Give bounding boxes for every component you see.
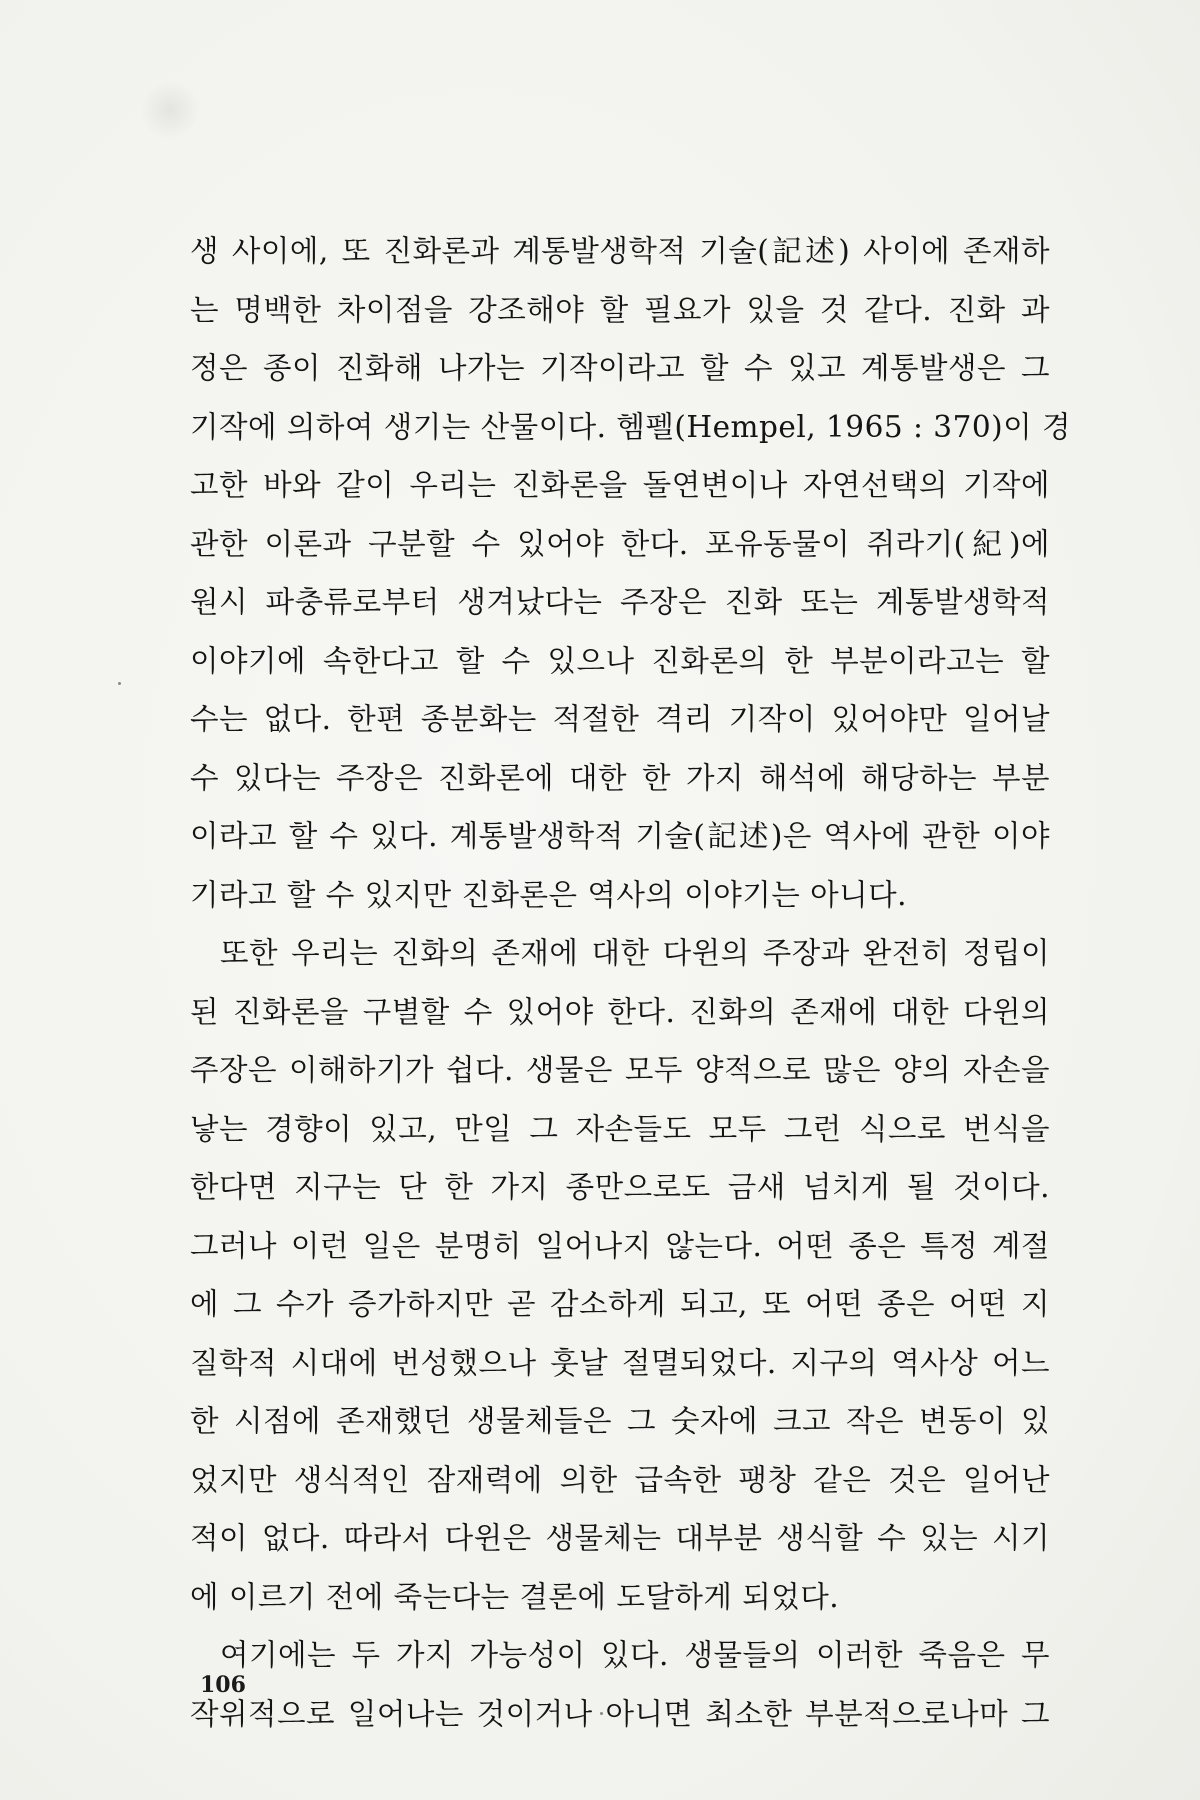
text-line: 기라고 할 수 있지만 진화론은 역사의 이야기는 아니다. xyxy=(190,877,907,912)
text-line: 수는 없다. 한편 종분화는 적절한 격리 기작이 있어야만 일어날 xyxy=(190,702,1050,736)
text-line: 생 사이에, 또 진화론과 계통발생학적 기술(記述) 사이에 존재하 xyxy=(190,234,1050,268)
text-line: 주장은 이해하기가 쉽다. 생물은 모두 양적으로 많은 양의 자손을 xyxy=(190,1053,1050,1087)
paragraph xyxy=(190,924,1050,1626)
page-number: 106 xyxy=(200,1672,246,1698)
text-line: 에 이르기 전에 죽는다는 결론에 도달하게 되었다. xyxy=(190,1579,840,1614)
page-speck xyxy=(118,682,121,685)
text-line: 작위적으로 일어나는 것이거나 아니면 최소한 부분적으로나마 그 xyxy=(190,1696,1050,1731)
text-line: 정은 종이 진화해 나가는 기작이라고 할 수 있고 계통발생은 그 xyxy=(190,351,1050,385)
text-line: 된 진화론을 구별할 수 있어야 한다. 진화의 존재에 대한 다윈의 xyxy=(190,994,1050,1029)
text-line: 수 있다는 주장은 진화론에 대한 한 가지 해석에 해당하는 부분 xyxy=(190,760,1050,795)
text-line: 는 명백한 차이점을 강조해야 할 필요가 있을 것 같다. 진화 과 xyxy=(190,292,1050,327)
paragraph xyxy=(190,222,1071,924)
text-line: 낳는 경향이 있고, 만일 그 자손들도 모두 그런 식으로 번식을 xyxy=(190,1111,1050,1146)
text-line: 적이 없다. 따라서 다윈은 생물체는 대부분 생식할 수 있는 시기 xyxy=(190,1521,1050,1555)
text-line: 관한 이론과 구분할 수 있어야 한다. 포유동물이 쥐라기(紀)에 xyxy=(190,526,1050,561)
text-line: 원시 파충류로부터 생겨났다는 주장은 진화 또는 계통발생학적 xyxy=(190,585,1050,619)
text-line: 었지만 생식적인 잠재력에 의한 급속한 팽창 같은 것은 일어난 xyxy=(190,1462,1050,1497)
text-line: 또한 우리는 진화의 존재에 대한 다윈의 주장과 완전히 정립이 xyxy=(220,936,1050,970)
text-line: 한 시점에 존재했던 생물체들은 그 숫자에 크고 작은 변동이 있 xyxy=(190,1404,1050,1438)
text-line: 기작에 의하여 생기는 산물이다. 헴펠(Hempel, 1965 : 370)이 경 xyxy=(190,409,1071,444)
page-smudge xyxy=(140,80,200,140)
text-line: 여기에는 두 가지 가능성이 있다. 생물들의 이러한 죽음은 무 xyxy=(220,1638,1050,1672)
paragraph xyxy=(190,1626,1050,1743)
text-line: 에 그 수가 증가하지만 곧 감소하게 되고, 또 어떤 종은 어떤 지 xyxy=(190,1287,1050,1321)
body-text xyxy=(190,222,1071,1743)
text-line: 고한 바와 같이 우리는 진화론을 돌연변이나 자연선택의 기작에 xyxy=(190,468,1050,502)
text-line: 이라고 할 수 있다. 계통발생학적 기술(記述)은 역사에 관한 이야 xyxy=(190,819,1050,853)
text-line: 질학적 시대에 번성했으나 훗날 절멸되었다. 지구의 역사상 어느 xyxy=(190,1345,1050,1380)
text-line: 한다면 지구는 단 한 가지 종만으로도 금새 넘치게 될 것이다. xyxy=(190,1170,1050,1204)
text-line: 이야기에 속한다고 할 수 있으나 진화론의 한 부분이라고는 할 xyxy=(190,643,1050,678)
text-line: 그러나 이런 일은 분명히 일어나지 않는다. 어떤 종은 특정 계절 xyxy=(190,1228,1050,1263)
